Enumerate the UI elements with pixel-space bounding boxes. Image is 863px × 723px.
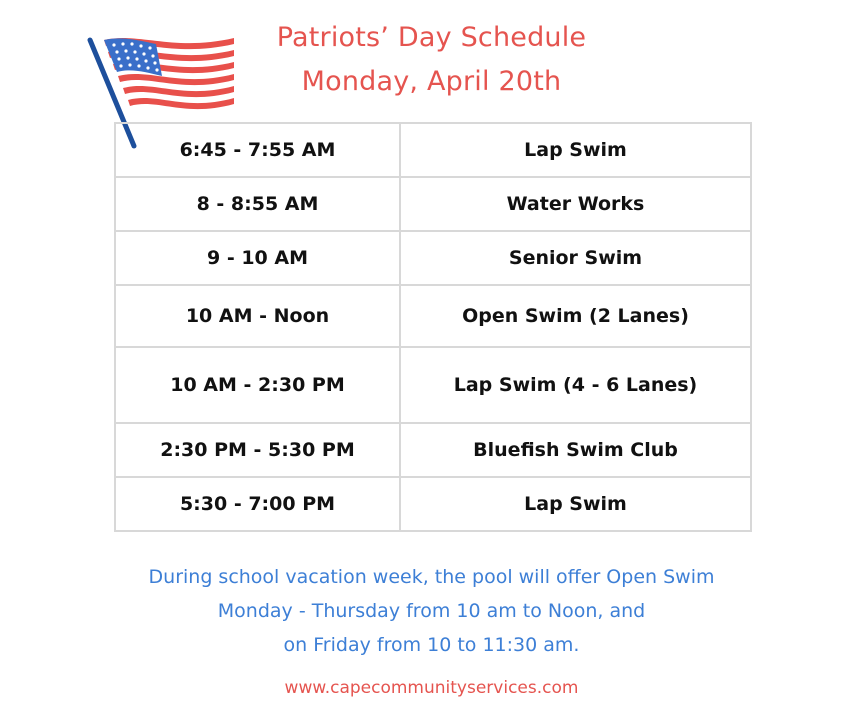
activity-cell: Water Works [400,177,751,231]
table-row [115,347,751,423]
page-title: Patriots’ Day Schedule [276,22,587,53]
vacation-note-line: on Friday from 10 to 11:30 am. [283,634,580,656]
time-cell: 6:45 - 7:55 AM [115,123,400,177]
schedule-table [114,122,752,532]
time-cell: 8 - 8:55 AM [115,177,400,231]
table-row [115,285,751,347]
table-row [115,477,751,531]
time-cell: 2:30 PM - 5:30 PM [115,423,400,477]
time-cell: 10 AM - Noon [115,285,400,347]
table-row [115,123,751,177]
page-subtitle-date: Monday, April 20th [301,66,562,97]
activity-cell: Lap Swim [400,477,751,531]
activity-cell: Bluefish Swim Club [400,423,751,477]
time-cell: 10 AM - 2:30 PM [115,347,400,423]
time-cell: 9 - 10 AM [115,231,400,285]
activity-cell: Lap Swim (4 - 6 Lanes) [400,347,751,423]
activity-cell: Lap Swim [400,123,751,177]
table-row [115,231,751,285]
vacation-note-line: During school vacation week, the pool will offer Open Swim [148,566,715,588]
activity-cell: Senior Swim [400,231,751,285]
vacation-note-line: Monday - Thursday from 10 am to Noon, and [217,600,646,622]
table-row [115,423,751,477]
table-row [115,177,751,231]
time-cell: 5:30 - 7:00 PM [115,477,400,531]
activity-cell: Open Swim (2 Lanes) [400,285,751,347]
website-link[interactable]: www.capecommunityservices.com [284,678,579,698]
